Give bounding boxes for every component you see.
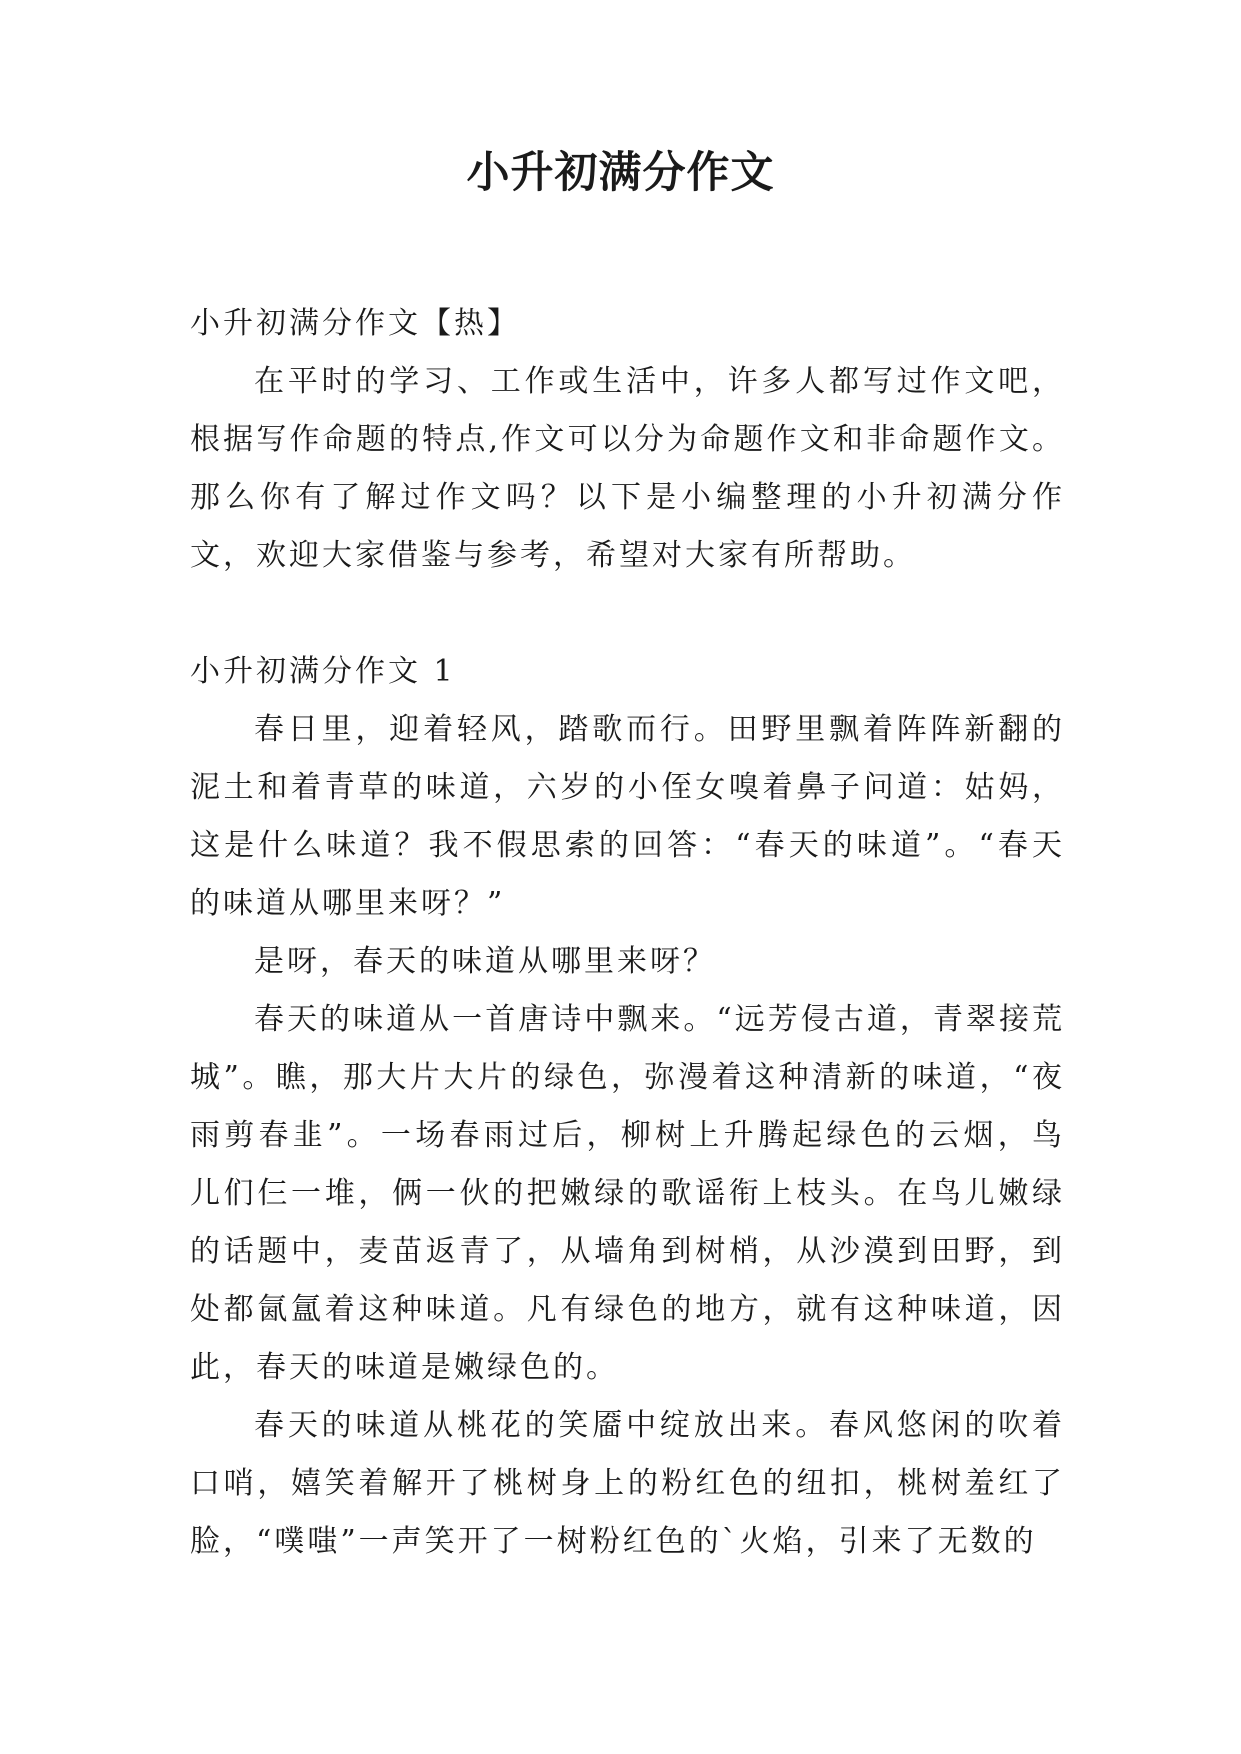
document-title: 小升初满分作文 [466, 148, 775, 198]
intro-paragraph: 在平时的学习、工作或生活中，许多人都写过作文吧，根据写作命题的特点,作文可以分为命题作文和非命题作文。那么你有了解过作文吗？以下是小编整理的小升初满分作文，欢迎大家借鉴与参考，希望对大家有所帮助。 [190, 364, 1065, 573]
section-spacer [190, 585, 1065, 643]
essay-1-paragraph-2: 是呀，春天的味道从哪里来呀？ [254, 944, 716, 979]
essay-1-heading: 小升初满分作文 1 [190, 654, 456, 689]
essay-1-paragraph-3: 春天的味道从一首唐诗中飘来。“远芳侵古道，青翠接荒城”。瞧，那大片大片的绿色，弥漫着这种清新的味道，“夜雨剪春韭”。一场春雨过后，柳树上升腾起绿色的云烟，鸟儿们仨一堆，俩一伙的把嫩绿的歌谣衔上枝头。在鸟儿嫩绿的话题中，麦苗返青了，从墙角到树梢，从沙漠到田野，到处都氤氲着这种味道。凡有绿色的地方，就有这种味道，因此，春天的味道是嫩绿色的。 [190, 1002, 1065, 1385]
intro-heading: 小升初满分作文【热】 [190, 306, 520, 341]
essay-1-paragraph-1: 春日里，迎着轻风，踏歌而行。田野里飘着阵阵新翻的泥土和着青草的味道，六岁的小侄女嗅着鼻子问道：姑妈，这是什么味道？我不假思索的回答：“春天的味道”。“春天的味道从哪里来呀？” [190, 712, 1065, 921]
essay-1-paragraph-4: 春天的味道从桃花的笑靥中绽放出来。春风悠闲的吹着口哨，嬉笑着解开了桃树身上的粉红色的纽扣，桃树羞红了脸，“噗嗤”一声笑开了一树粉红色的`火焰，引来了无数的 [190, 1408, 1065, 1559]
document-body [190, 295, 1065, 1571]
